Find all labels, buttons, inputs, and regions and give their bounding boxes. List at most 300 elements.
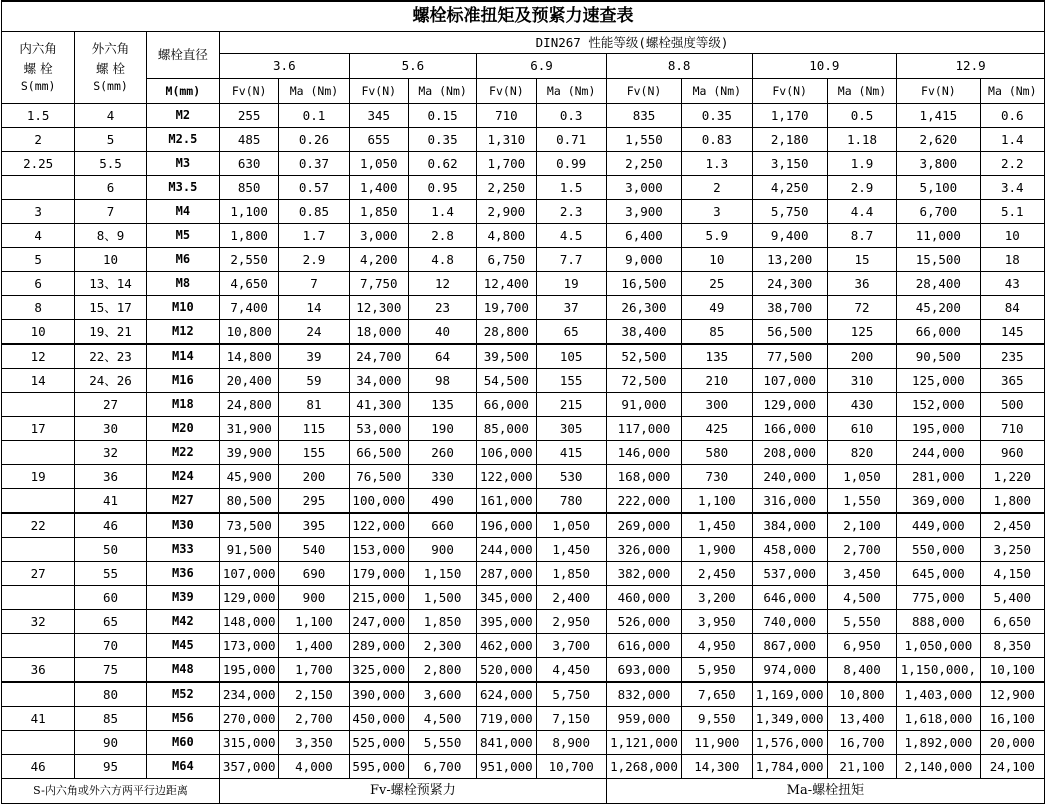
table-cell: 28,800	[477, 320, 536, 345]
table-cell: 1,170	[752, 104, 827, 128]
table-cell: 0.15	[408, 104, 476, 128]
table-cell: 10	[75, 248, 146, 272]
table-cell: M14	[146, 344, 219, 369]
table-cell: 10	[980, 224, 1044, 248]
table-cell: 0.62	[408, 152, 476, 176]
table-cell: 80	[75, 682, 146, 707]
table-row	[2, 320, 1045, 345]
table-cell: 15、17	[75, 296, 146, 320]
table-cell: 28,400	[897, 272, 980, 296]
table-cell: 2,250	[606, 152, 681, 176]
table-cell: 16,100	[980, 707, 1044, 731]
table-cell: 27	[2, 562, 75, 586]
table-cell: 85	[75, 707, 146, 731]
table-row	[2, 417, 1045, 441]
table-cell: 244,000	[477, 538, 536, 562]
table-cell: 1,550	[606, 128, 681, 152]
table-cell: 73,500	[220, 513, 279, 538]
table-cell: 46	[2, 755, 75, 779]
table-cell: 2,700	[279, 707, 349, 731]
table-cell: 390,000	[349, 682, 408, 707]
table-row	[2, 272, 1045, 296]
table-cell: 115	[279, 417, 349, 441]
table-cell: 146,000	[606, 441, 681, 465]
footer-ma-label: Ma-螺栓扭矩	[606, 779, 1044, 804]
table-cell: 34,000	[349, 369, 408, 393]
table-cell: 81	[279, 393, 349, 417]
table-cell: 1,403,000	[897, 682, 980, 707]
table-cell: 129,000	[220, 586, 279, 610]
table-cell: 1.3	[682, 152, 752, 176]
table-cell: 3	[682, 200, 752, 224]
table-cell: 0.95	[408, 176, 476, 200]
table-row	[2, 586, 1045, 610]
table-cell: 56,500	[752, 320, 827, 345]
ma-column-header: Ma (Nm)	[408, 79, 476, 104]
table-cell: 270,000	[220, 707, 279, 731]
header-hex-socket-line2: 螺 栓	[23, 60, 53, 76]
table-cell: 240,000	[752, 465, 827, 489]
table-cell: 1,310	[477, 128, 536, 152]
table-cell: 10,100	[980, 658, 1044, 683]
table-cell: 20,000	[980, 731, 1044, 755]
table-cell: 10	[682, 248, 752, 272]
table-cell: 693,000	[606, 658, 681, 683]
table-cell: 4	[2, 224, 75, 248]
table-cell	[2, 441, 75, 465]
table-cell: 90	[75, 731, 146, 755]
table-cell: M18	[146, 393, 219, 417]
table-cell: 0.83	[682, 128, 752, 152]
table-cell: 0.35	[408, 128, 476, 152]
table-cell: 16,500	[606, 272, 681, 296]
table-cell: 310	[827, 369, 896, 393]
table-cell: 951,000	[477, 755, 536, 779]
table-cell: 1,800	[980, 489, 1044, 514]
table-cell: 1,220	[980, 465, 1044, 489]
table-cell: 3,250	[980, 538, 1044, 562]
table-cell: 710	[980, 417, 1044, 441]
table-cell: 2,180	[752, 128, 827, 152]
table-row	[2, 682, 1045, 707]
table-cell: M3	[146, 152, 219, 176]
table-row	[2, 369, 1045, 393]
table-cell: 77,500	[752, 344, 827, 369]
table-cell: 959,000	[606, 707, 681, 731]
table-row	[2, 393, 1045, 417]
table-cell: 10,800	[220, 320, 279, 345]
table-cell: 1,500	[408, 586, 476, 610]
table-cell: 2.3	[536, 200, 606, 224]
table-cell: 1.18	[827, 128, 896, 152]
table-cell: 3,600	[408, 682, 476, 707]
table-cell: 24,800	[220, 393, 279, 417]
table-cell: 4,200	[349, 248, 408, 272]
grade-header: 12.9	[897, 54, 1045, 79]
table-cell: 1,576,000	[752, 731, 827, 755]
table-cell: 1,150,000,	[897, 658, 980, 683]
table-cell: 75	[75, 658, 146, 683]
table-cell: 730	[682, 465, 752, 489]
table-cell: 0.1	[279, 104, 349, 128]
table-cell: 6,700	[408, 755, 476, 779]
table-cell: 2,620	[897, 128, 980, 152]
table-cell: M48	[146, 658, 219, 683]
grade-header: 8.8	[606, 54, 752, 79]
table-cell: 287,000	[477, 562, 536, 586]
table-row	[2, 104, 1045, 128]
table-cell: 2,450	[682, 562, 752, 586]
table-cell: 8,400	[827, 658, 896, 683]
table-cell: 95	[75, 755, 146, 779]
table-cell: 832,000	[606, 682, 681, 707]
table-cell: 384,000	[752, 513, 827, 538]
table-cell: 646,000	[752, 586, 827, 610]
table-cell: 4,150	[980, 562, 1044, 586]
table-row	[2, 465, 1045, 489]
table-cell: 4.5	[536, 224, 606, 248]
grade-header: 6.9	[477, 54, 607, 79]
table-cell: 490	[408, 489, 476, 514]
table-cell: 2,550	[220, 248, 279, 272]
table-cell: 281,000	[897, 465, 980, 489]
table-cell: 7,150	[536, 707, 606, 731]
table-cell: 2.9	[827, 176, 896, 200]
table-cell: 0.37	[279, 152, 349, 176]
table-cell: 90,500	[897, 344, 980, 369]
table-cell: 1,415	[897, 104, 980, 128]
table-cell: 740,000	[752, 610, 827, 634]
table-cell: 841,000	[477, 731, 536, 755]
table-cell: 24,100	[980, 755, 1044, 779]
table-cell	[2, 489, 75, 514]
table-cell: 13,200	[752, 248, 827, 272]
table-cell: 2,140,000	[897, 755, 980, 779]
header-hex-head-line1: 外六角	[91, 41, 130, 57]
table-cell: 6,950	[827, 634, 896, 658]
table-cell: 208,000	[752, 441, 827, 465]
table-row	[2, 755, 1045, 779]
table-row	[2, 441, 1045, 465]
table-cell: 2,400	[536, 586, 606, 610]
table-cell: 616,000	[606, 634, 681, 658]
table-cell: 46	[75, 513, 146, 538]
table-cell: 289,000	[349, 634, 408, 658]
table-cell: 710	[477, 104, 536, 128]
table-cell: 91,000	[606, 393, 681, 417]
table-cell: 152,000	[897, 393, 980, 417]
table-cell: 215	[536, 393, 606, 417]
table-cell: 66,500	[349, 441, 408, 465]
table-cell: 1,100	[682, 489, 752, 514]
table-cell: 0.5	[827, 104, 896, 128]
grade-header: 10.9	[752, 54, 897, 79]
table-cell: M2	[146, 104, 219, 128]
table-cell: 3,350	[279, 731, 349, 755]
table-cell: 37	[536, 296, 606, 320]
table-cell: 27	[75, 393, 146, 417]
table-cell: 1.4	[980, 128, 1044, 152]
table-cell: 326,000	[606, 538, 681, 562]
header-diameter: 螺栓直径	[146, 32, 219, 79]
table-cell: 8,350	[980, 634, 1044, 658]
fv-column-header: Fv(N)	[606, 79, 681, 104]
table-cell: 9,400	[752, 224, 827, 248]
table-cell	[2, 634, 75, 658]
table-cell: 148,000	[220, 610, 279, 634]
table-cell: 125,000	[897, 369, 980, 393]
table-cell: 11,900	[682, 731, 752, 755]
table-cell: 6,700	[897, 200, 980, 224]
table-cell: 1,100	[220, 200, 279, 224]
table-cell: 1,450	[536, 538, 606, 562]
table-cell: 5,950	[682, 658, 752, 683]
table-cell: 3,800	[897, 152, 980, 176]
table-cell: 500	[980, 393, 1044, 417]
table-cell: 24、26	[75, 369, 146, 393]
table-cell: 900	[279, 586, 349, 610]
table-cell	[2, 538, 75, 562]
table-cell	[2, 393, 75, 417]
header-hex-head	[75, 32, 146, 104]
table-row	[2, 200, 1045, 224]
table-cell: 13,400	[827, 707, 896, 731]
table-cell: 1.7	[279, 224, 349, 248]
table-cell: 179,000	[349, 562, 408, 586]
table-cell: 6,400	[606, 224, 681, 248]
table-cell: 316,000	[752, 489, 827, 514]
table-cell: 10,700	[536, 755, 606, 779]
table-cell: 0.3	[536, 104, 606, 128]
table-cell: 690	[279, 562, 349, 586]
table-cell: 325,000	[349, 658, 408, 683]
table-cell: 24,300	[752, 272, 827, 296]
table-cell: 15,500	[897, 248, 980, 272]
table-cell: 369,000	[897, 489, 980, 514]
table-cell: 39,500	[477, 344, 536, 369]
table-cell: 195,000	[220, 658, 279, 683]
table-cell: 14,300	[682, 755, 752, 779]
table-cell: 66,000	[477, 393, 536, 417]
ma-column-header: Ma (Nm)	[536, 79, 606, 104]
table-cell: 4,650	[220, 272, 279, 296]
header-din267: DIN267 性能等级(螺栓强度等级)	[220, 32, 1045, 54]
table-cell: M33	[146, 538, 219, 562]
table-cell: 458,000	[752, 538, 827, 562]
table-cell: 19	[536, 272, 606, 296]
table-cell: 395	[279, 513, 349, 538]
table-cell: 45,900	[220, 465, 279, 489]
table-cell: 235	[980, 344, 1044, 369]
table-cell: 330	[408, 465, 476, 489]
table-cell: 1,618,000	[897, 707, 980, 731]
table-cell: 8	[2, 296, 75, 320]
footer-fv-label: Fv-螺栓预紧力	[220, 779, 607, 804]
table-cell: 357,000	[220, 755, 279, 779]
table-cell: 1,892,000	[897, 731, 980, 755]
grade-header: 5.6	[349, 54, 477, 79]
table-cell: 462,000	[477, 634, 536, 658]
table-cell: 7.7	[536, 248, 606, 272]
table-cell: 43	[980, 272, 1044, 296]
table-cell: 45,200	[897, 296, 980, 320]
table-cell: 196,000	[477, 513, 536, 538]
bolt-torque-table	[1, 0, 1045, 804]
table-cell	[2, 731, 75, 755]
table-cell: M20	[146, 417, 219, 441]
table-cell: 1.4	[408, 200, 476, 224]
table-cell: 36	[75, 465, 146, 489]
table-cell: 72,500	[606, 369, 681, 393]
table-cell: 382,000	[606, 562, 681, 586]
table-cell: 1,100	[279, 610, 349, 634]
table-cell: 173,000	[220, 634, 279, 658]
table-cell: 1,400	[279, 634, 349, 658]
table-cell: 5,750	[752, 200, 827, 224]
table-cell: 7	[279, 272, 349, 296]
table-cell: 36	[2, 658, 75, 683]
table-cell: 155	[536, 369, 606, 393]
table-cell: 4	[75, 104, 146, 128]
table-cell: 526,000	[606, 610, 681, 634]
table-cell: 98	[408, 369, 476, 393]
table-row	[2, 344, 1045, 369]
table-cell: 5,100	[897, 176, 980, 200]
table-cell: M12	[146, 320, 219, 345]
table-cell: 537,000	[752, 562, 827, 586]
table-cell: 6	[75, 176, 146, 200]
ma-column-header: Ma (Nm)	[980, 79, 1044, 104]
table-cell: 10	[2, 320, 75, 345]
table-row	[2, 176, 1045, 200]
table-cell: 3,200	[682, 586, 752, 610]
table-cell: 166,000	[752, 417, 827, 441]
table-cell: 14	[279, 296, 349, 320]
table-footer	[2, 779, 1045, 804]
table-cell: M30	[146, 513, 219, 538]
table-cell: 19,700	[477, 296, 536, 320]
table-cell: M42	[146, 610, 219, 634]
table-cell: 2,250	[477, 176, 536, 200]
table-cell: 76,500	[349, 465, 408, 489]
table-cell: 153,000	[349, 538, 408, 562]
table-cell: 4,500	[408, 707, 476, 731]
table-cell: 430	[827, 393, 896, 417]
table-cell: 775,000	[897, 586, 980, 610]
table-cell: 64	[408, 344, 476, 369]
table-cell: 645,000	[897, 562, 980, 586]
table-cell: 655	[349, 128, 408, 152]
table-cell: 200	[827, 344, 896, 369]
table-cell: 4,250	[752, 176, 827, 200]
table-cell: 18	[980, 248, 1044, 272]
table-cell: 22	[2, 513, 75, 538]
table-cell: 59	[279, 369, 349, 393]
table-cell: 1.5	[2, 104, 75, 128]
table-cell: 3,000	[606, 176, 681, 200]
table-cell: 425	[682, 417, 752, 441]
table-cell: 1,700	[477, 152, 536, 176]
table-cell: 54,500	[477, 369, 536, 393]
table-cell: 106,000	[477, 441, 536, 465]
table-cell: 2.25	[2, 152, 75, 176]
table-cell: 38,700	[752, 296, 827, 320]
table-cell: 0.99	[536, 152, 606, 176]
table-cell: 38,400	[606, 320, 681, 345]
table-cell: 5,550	[827, 610, 896, 634]
table-cell: 6,750	[477, 248, 536, 272]
table-cell: 300	[682, 393, 752, 417]
table-cell: 3	[2, 200, 75, 224]
table-cell: 80,500	[220, 489, 279, 514]
table-cell: 835	[606, 104, 681, 128]
table-cell: 52,500	[606, 344, 681, 369]
table-cell: 2,950	[536, 610, 606, 634]
table-cell: 168,000	[606, 465, 681, 489]
table-cell: 550,000	[897, 538, 980, 562]
table-cell: 41	[2, 707, 75, 731]
table-cell: 1,150	[408, 562, 476, 586]
table-cell: M16	[146, 369, 219, 393]
table-cell: 2.9	[279, 248, 349, 272]
table-cell: 4,000	[279, 755, 349, 779]
table-cell: 20,400	[220, 369, 279, 393]
table-cell: 900	[408, 538, 476, 562]
table-row	[2, 658, 1045, 683]
table-cell: 32	[2, 610, 75, 634]
table-cell: 0.6	[980, 104, 1044, 128]
table-cell: 234,000	[220, 682, 279, 707]
header-hex-head-line2: 螺 栓	[96, 60, 125, 76]
table-cell: 244,000	[897, 441, 980, 465]
table-cell: 1,550	[827, 489, 896, 514]
table-cell: 65	[536, 320, 606, 345]
table-cell: 660	[408, 513, 476, 538]
table-cell: 161,000	[477, 489, 536, 514]
table-cell: 30	[75, 417, 146, 441]
table-cell: 41,300	[349, 393, 408, 417]
table-cell: M27	[146, 489, 219, 514]
table-cell: M22	[146, 441, 219, 465]
table-cell	[2, 176, 75, 200]
table-cell: 5.5	[75, 152, 146, 176]
table-cell: 190	[408, 417, 476, 441]
table-cell: 1,169,000	[752, 682, 827, 707]
table-cell: 3,450	[827, 562, 896, 586]
table-cell: 70	[75, 634, 146, 658]
table-row	[2, 152, 1045, 176]
table-cell: 19	[2, 465, 75, 489]
table-cell: 39	[279, 344, 349, 369]
table-cell: 8,900	[536, 731, 606, 755]
table-cell: 1,268,000	[606, 755, 681, 779]
table-cell: 1,050	[827, 465, 896, 489]
table-cell: 5	[75, 128, 146, 152]
table-cell: 2,150	[279, 682, 349, 707]
table-cell: 305	[536, 417, 606, 441]
table-cell: 210	[682, 369, 752, 393]
table-cell	[2, 586, 75, 610]
table-cell: 60	[75, 586, 146, 610]
table-cell: 1,450	[682, 513, 752, 538]
table-cell: 3,700	[536, 634, 606, 658]
table-cell: 21,100	[827, 755, 896, 779]
table-cell: M10	[146, 296, 219, 320]
table-cell: 5,750	[536, 682, 606, 707]
table-cell: 1,121,000	[606, 731, 681, 755]
table-cell: 10,800	[827, 682, 896, 707]
table-cell: 100,000	[349, 489, 408, 514]
